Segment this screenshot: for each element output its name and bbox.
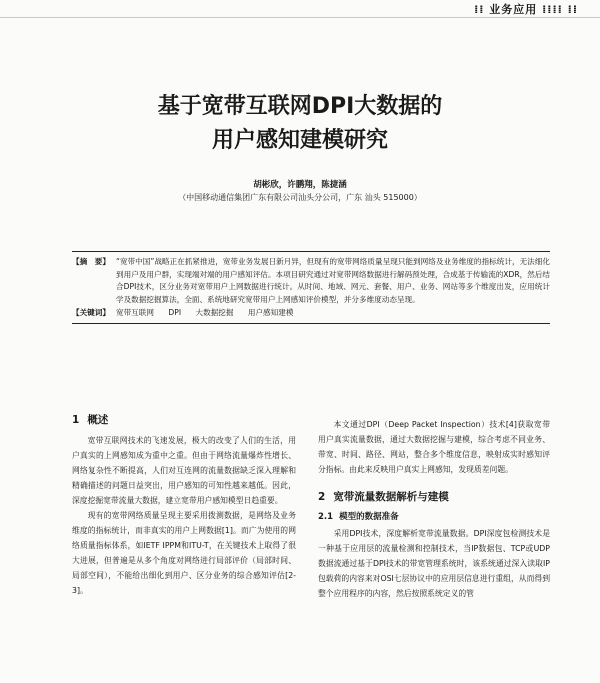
- paragraph: 采用DPI技术，深度解析宽带流量数据。DPI深度包检测技术是一种基于应用层的流量检测和控制技术，当IP数据包、TCP或UDP数据流通过基于DPI技术的带宽管理系统时，该系统通过深入读取IP包载荷的内容来对OSI七层协议中的应用层信息进行重组，从而得到整个应用程序的内容，然后按照系统定义的管: [318, 529, 550, 598]
- section-heading: [72, 412, 296, 427]
- paragraph: 现有的宽带网络质量呈现主要采用拨测数据，是网络及业务维度的指标统计，而非真实的用户上网数据[1]。而广为使用的网络质量指标体系，如IETF IPPM和ITU-T，在关键技术上取得了很大进展，但普遍是从多个角度对网络进行局部评价（局部时间、局部空间），不能给出细化到用户、区分业务的综合感知评估[2-3]。: [72, 511, 296, 595]
- keyword: 大数据挖掘: [195, 308, 234, 317]
- paragraph: 宽带互联网技术的飞速发展，极大的改变了人们的生活，用户真实的上网感知成为重中之重。但由于网络流量爆炸性增长、网络复杂性不断提高，人们对互连网的流量数据缺乏深入理解和精确描述的问题日益突出，用户感知的可知性越来越低。因此，深度挖掘宽带流量大数据，建立宽带用户感知模型日趋重要。: [72, 436, 296, 505]
- abstract: [72, 256, 550, 306]
- section-title: 概述: [87, 414, 109, 426]
- title-line-2: 用户感知建模研究: [211, 128, 388, 153]
- paragraph: 本文通过DPI（Deep Packet Inspection）技术[4]获取宽带用户真实流量数据，通过大数据挖掘与建模，综合考虑不同业务、带宽、时间、路径、网站，整合多个维度信息，映射成实时感知评分指标。由此来反映用户真实上网感知，发现质差问题。: [318, 420, 550, 474]
- affiliation: （中国移动通信集团广东有限公司汕头分公司，广东 汕头 515000）: [178, 193, 422, 202]
- section-tag: ⁞⁞ 业务应用 ⁞⁞⁞⁞ ⁞⁞: [474, 3, 578, 16]
- article-title: [0, 90, 600, 158]
- section-number: 2: [318, 491, 326, 503]
- section-heading: [318, 489, 550, 504]
- keyword: 宽带互联网: [116, 308, 154, 317]
- abstract-box: [72, 251, 550, 324]
- header-divider: [0, 17, 600, 18]
- keyword: DPI: [168, 308, 182, 317]
- subsection-title: 模型的数据准备: [339, 512, 399, 522]
- section-number: 1: [72, 414, 80, 426]
- subsection-number: 2.1: [318, 512, 334, 522]
- right-column: [318, 417, 550, 601]
- keywords-label: 【关键词】: [72, 308, 110, 317]
- abstract-text: “宽带中国”战略正在抓紧推进，宽带业务发展日新月异，但现有的宽带网络质量呈现只能到网络及业务维度的指标统计，无法细化到用户及用户群，实现端对端的用户感知评估。本项目研究通过对宽带网络数据进行解码预处理，合成基于传输流的XDR，然后结合DPI技术，区分业务对宽带用户上网数据进行统计。从时间、地域、网元、套餐、用户、业务、网站等多个维度出发，应用统计学及数据挖掘算法，全面、系统地研究宽带用户上网感知评价模型，并分多维度动态呈现。: [116, 257, 550, 304]
- subsection-heading: [318, 510, 550, 522]
- keywords: [72, 307, 550, 320]
- abstract-label: 【摘 要】: [72, 257, 110, 266]
- keywords-list: [116, 307, 550, 320]
- left-column: [72, 412, 296, 598]
- title-line-1: 基于宽带互联网DPI大数据的: [157, 94, 443, 119]
- keyword: 用户感知建模: [247, 308, 294, 317]
- authors: 胡彬欣，许鹏翔，陈捷涵: [253, 180, 347, 190]
- section-title: 宽带流量数据解析与建模: [333, 491, 449, 503]
